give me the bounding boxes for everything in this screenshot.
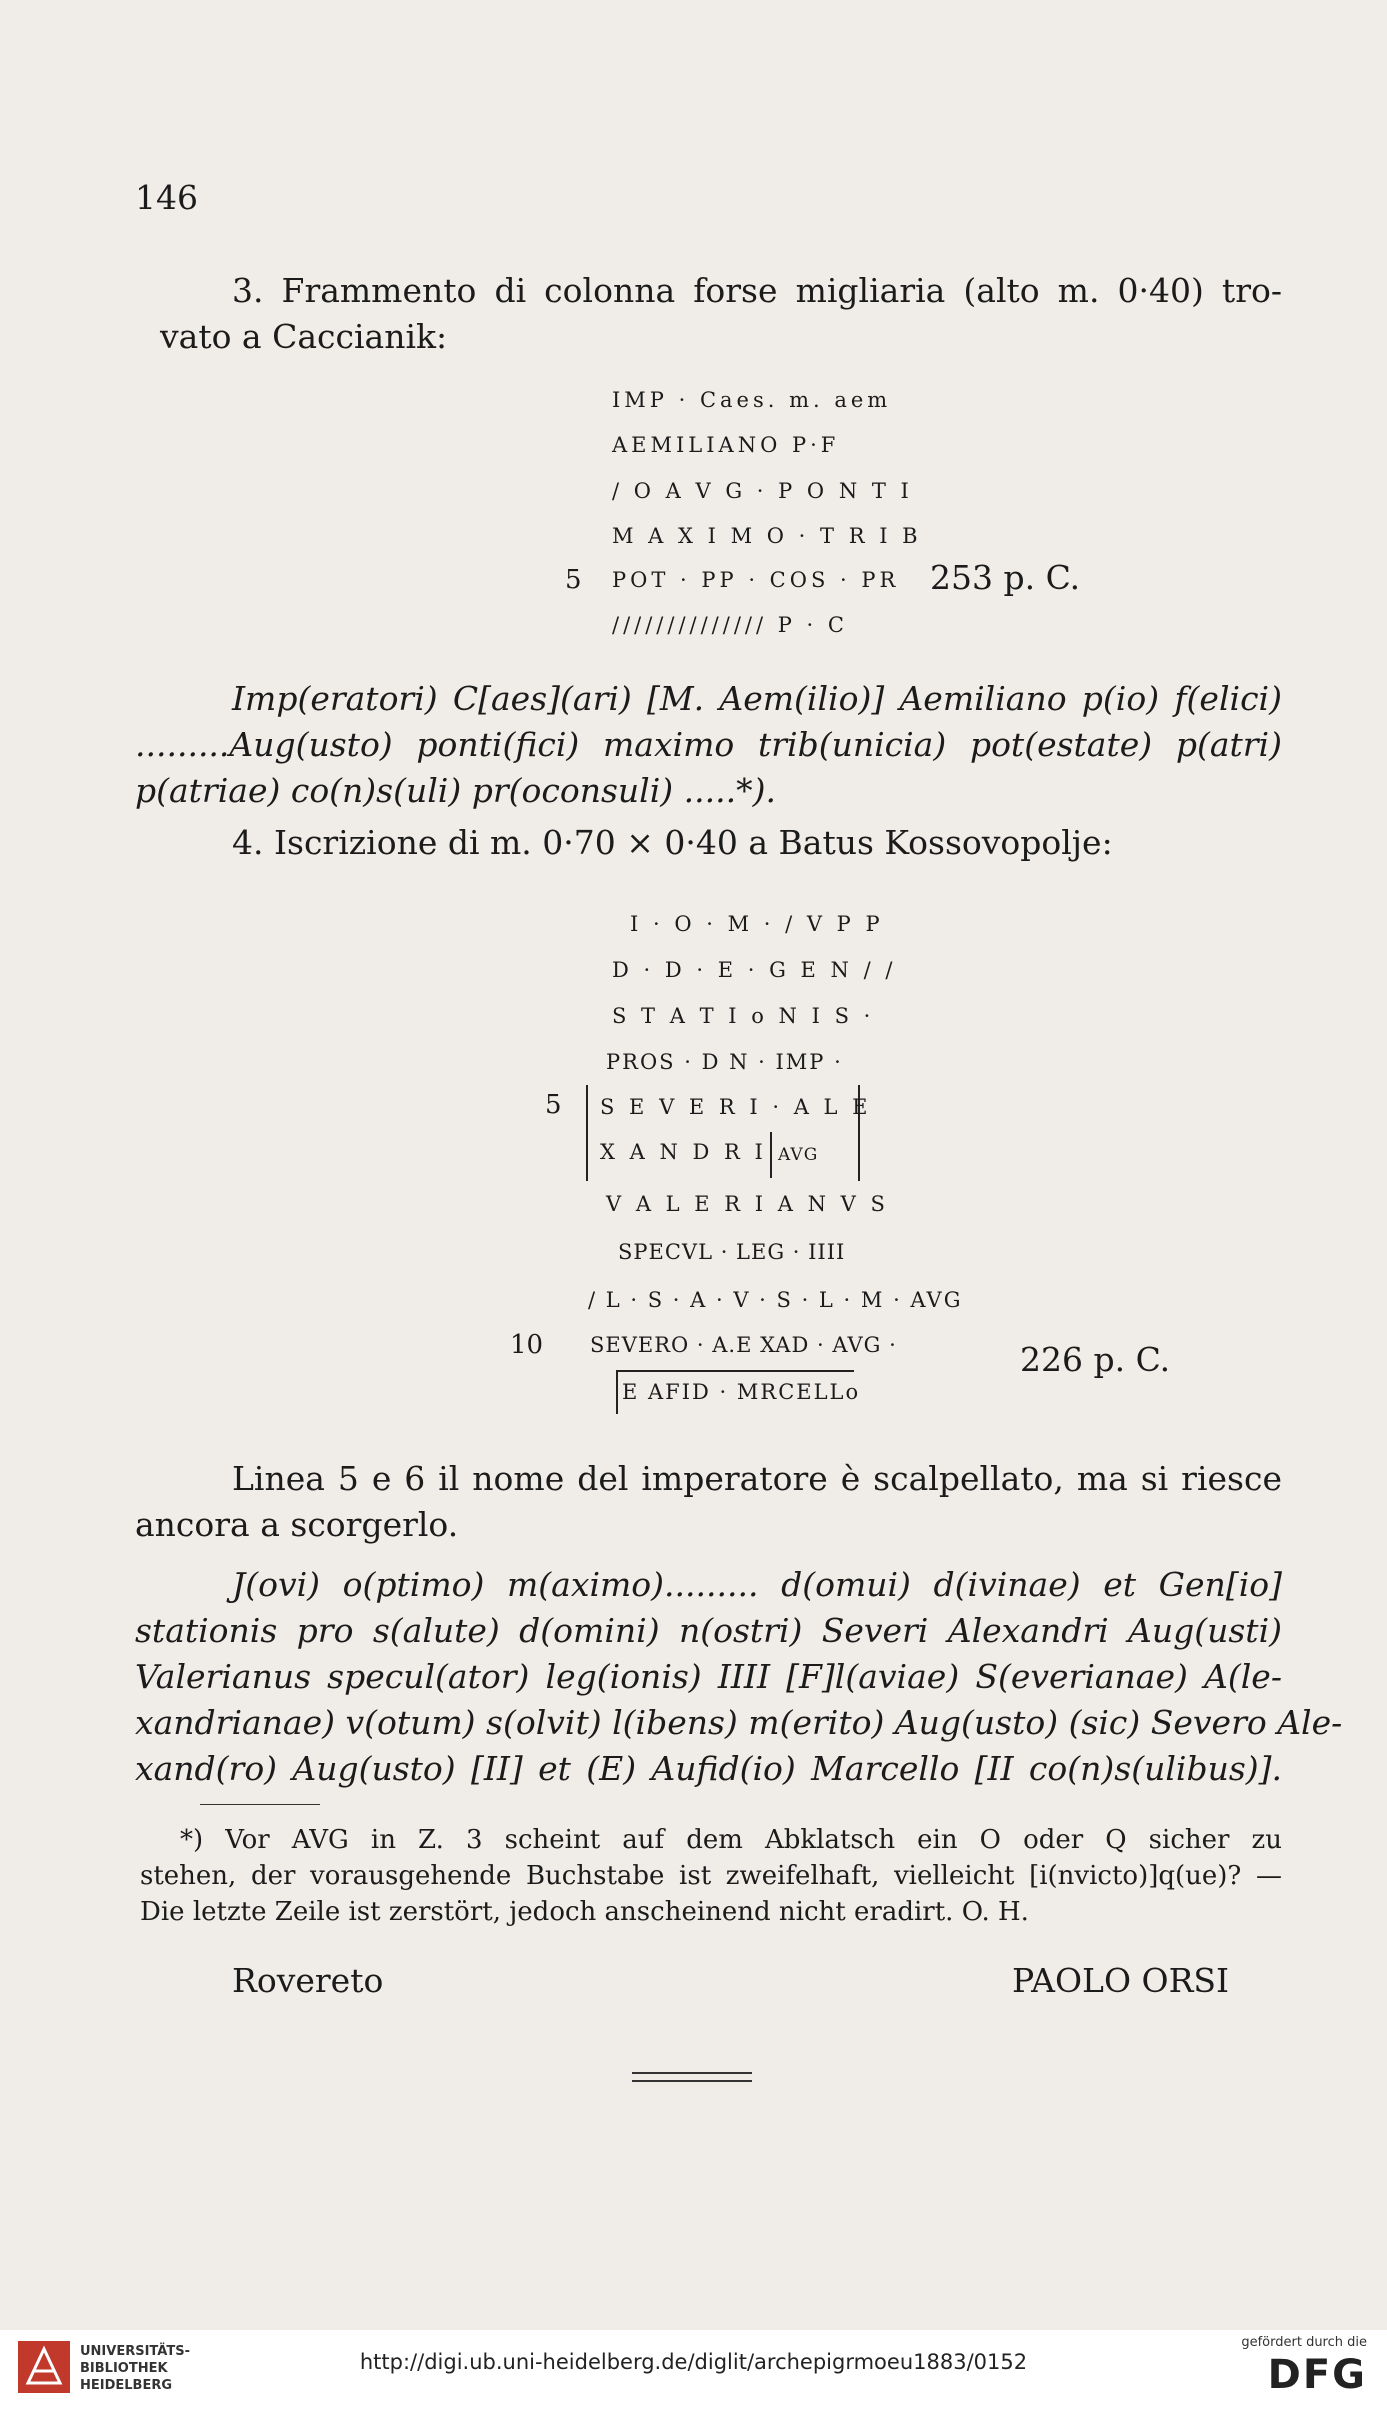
item4-inscription-line8: SPECVL · LEG · IIII xyxy=(618,1240,846,1264)
library-name-line1: UNIVERSITÄTS- xyxy=(80,2344,190,2359)
funded-by-label: gefördert durch die xyxy=(1241,2335,1367,2350)
item4-inscription-line9: / L · S · A · V · S · L · M · AVG xyxy=(588,1288,963,1312)
end-rule-bottom xyxy=(632,2080,752,2082)
item3-reading-line1: Imp(eratori) C[aes](ari) [M. Aem(ilio)] Aemiliano p(io) f(elici) xyxy=(232,679,1282,718)
item4-comment-line2: ancora a scorgerlo. xyxy=(135,1505,459,1544)
item4-inscription-line6: X A N D R I xyxy=(600,1140,767,1164)
library-name-line2: BIBLIOTHEK xyxy=(80,2361,168,2376)
footnote-rule xyxy=(200,1804,320,1805)
item3-reading-line3: p(atriae) co(n)s(uli) pr(oconsuli) .....*). xyxy=(135,771,776,810)
signature-place: Rovereto xyxy=(232,1961,384,2000)
item4-line-number-5: 5 xyxy=(545,1090,562,1120)
item4-date: 226 p. C. xyxy=(1020,1340,1171,1379)
item4-inscription-line11: E AFID · MRCELLo xyxy=(622,1380,861,1404)
item4-inscription-line2: D · D · E · G E N / / xyxy=(612,958,897,982)
item4-reading-line2: stationis pro s(alute) d(omini) n(ostri) Severi Alexandri Aug(usti) xyxy=(135,1611,1282,1650)
inscription-divider xyxy=(770,1132,772,1178)
item4-inscription-line10: SEVERO · A.E XAD · AVG · xyxy=(590,1333,897,1357)
item4-inscription-line3: S T A T I o N I S · xyxy=(612,1004,875,1028)
item4-line-number-10: 10 xyxy=(510,1330,544,1360)
item3-inscription-line1: IMP · Caes. m. aem xyxy=(612,388,892,412)
item3-line-number: 5 xyxy=(565,565,582,595)
item3-inscription-line4: M A X I M O · T R I B xyxy=(612,524,922,548)
item4-inscription-line4: PROS · D N · IMP · xyxy=(606,1050,843,1074)
item3-reading-line2: .........Aug(usto) ponti(fici) maximo trib(unicia) pot(estate) p(atri) xyxy=(135,725,1282,764)
page-number: 146 xyxy=(135,178,198,217)
item3-date: 253 p. C. xyxy=(930,558,1081,597)
footnote-line1: *) Vor AVG in Z. 3 scheint auf dem Abklatsch ein O oder Q sicher zu xyxy=(180,1825,1282,1855)
item4-reading-line3: Valerianus specul(ator) leg(ionis) IIII [F]l(aviae) S(everianae) A(le- xyxy=(135,1657,1282,1696)
item3-inscription-line5: POT · PP · COS · PR xyxy=(612,568,900,592)
dfg-logo: DFG xyxy=(1267,2352,1367,2398)
item4-inscription-line5: S E V E R I · A L E xyxy=(600,1095,872,1119)
item3-line1: 3. Frammento di colonna forse migliaria (alto m. 0·40) tro- xyxy=(232,271,1282,310)
item4-inscription-line1: I · O · M · / V P P xyxy=(630,912,884,936)
item4-inscription-line6-avg: AVG xyxy=(778,1145,819,1165)
item3-inscription-line3: / O A V G · P O N T I xyxy=(612,479,913,503)
document-url[interactable]: http://digi.ub.uni-heidelberg.de/diglit/archepigrmoeu1883/0152 xyxy=(359,2350,1028,2374)
signature-author: PAOLO ORSI xyxy=(1012,1961,1230,2000)
item4-heading: 4. Iscrizione di m. 0·70 × 0·40 a Batus Kossovopolje: xyxy=(232,823,1113,862)
library-name-line3: HEIDELBERG xyxy=(80,2378,173,2393)
item4-inscription-line7: V A L E R I A N V S xyxy=(606,1192,889,1216)
item4-reading-line1: J(ovi) o(ptimo) m(aximo)......... d(omui) d(ivinae) et Gen[io] xyxy=(232,1565,1282,1604)
footnote-line2: stehen, der vorausgehende Buchstabe ist zweifelhaft, vielleicht [i(nvicto)]q(ue)? — xyxy=(140,1861,1282,1891)
item3-inscription-line2: AEMILIANO P·F xyxy=(612,433,840,457)
end-rule-top xyxy=(632,2072,752,2074)
item4-reading-line4: xandrianae) v(otum) s(olvit) l(ibens) m(erito) Aug(usto) (sic) Severo Ale- xyxy=(135,1703,1343,1742)
footnote-line3: Die letzte Zeile ist zerstört, jedoch anscheinend nicht eradirt. O. H. xyxy=(140,1897,1029,1927)
item3-line2: vato a Caccianik: xyxy=(160,317,448,356)
item4-comment-line1: Linea 5 e 6 il nome del imperatore è scalpellato, ma si riesce xyxy=(232,1459,1282,1498)
item3-inscription-line6: ////////////// P · C xyxy=(612,613,848,637)
item4-reading-line5: xand(ro) Aug(usto) [II] et (E) Aufid(io) Marcello [II co(n)s(ulibus)]. xyxy=(135,1749,1282,1788)
